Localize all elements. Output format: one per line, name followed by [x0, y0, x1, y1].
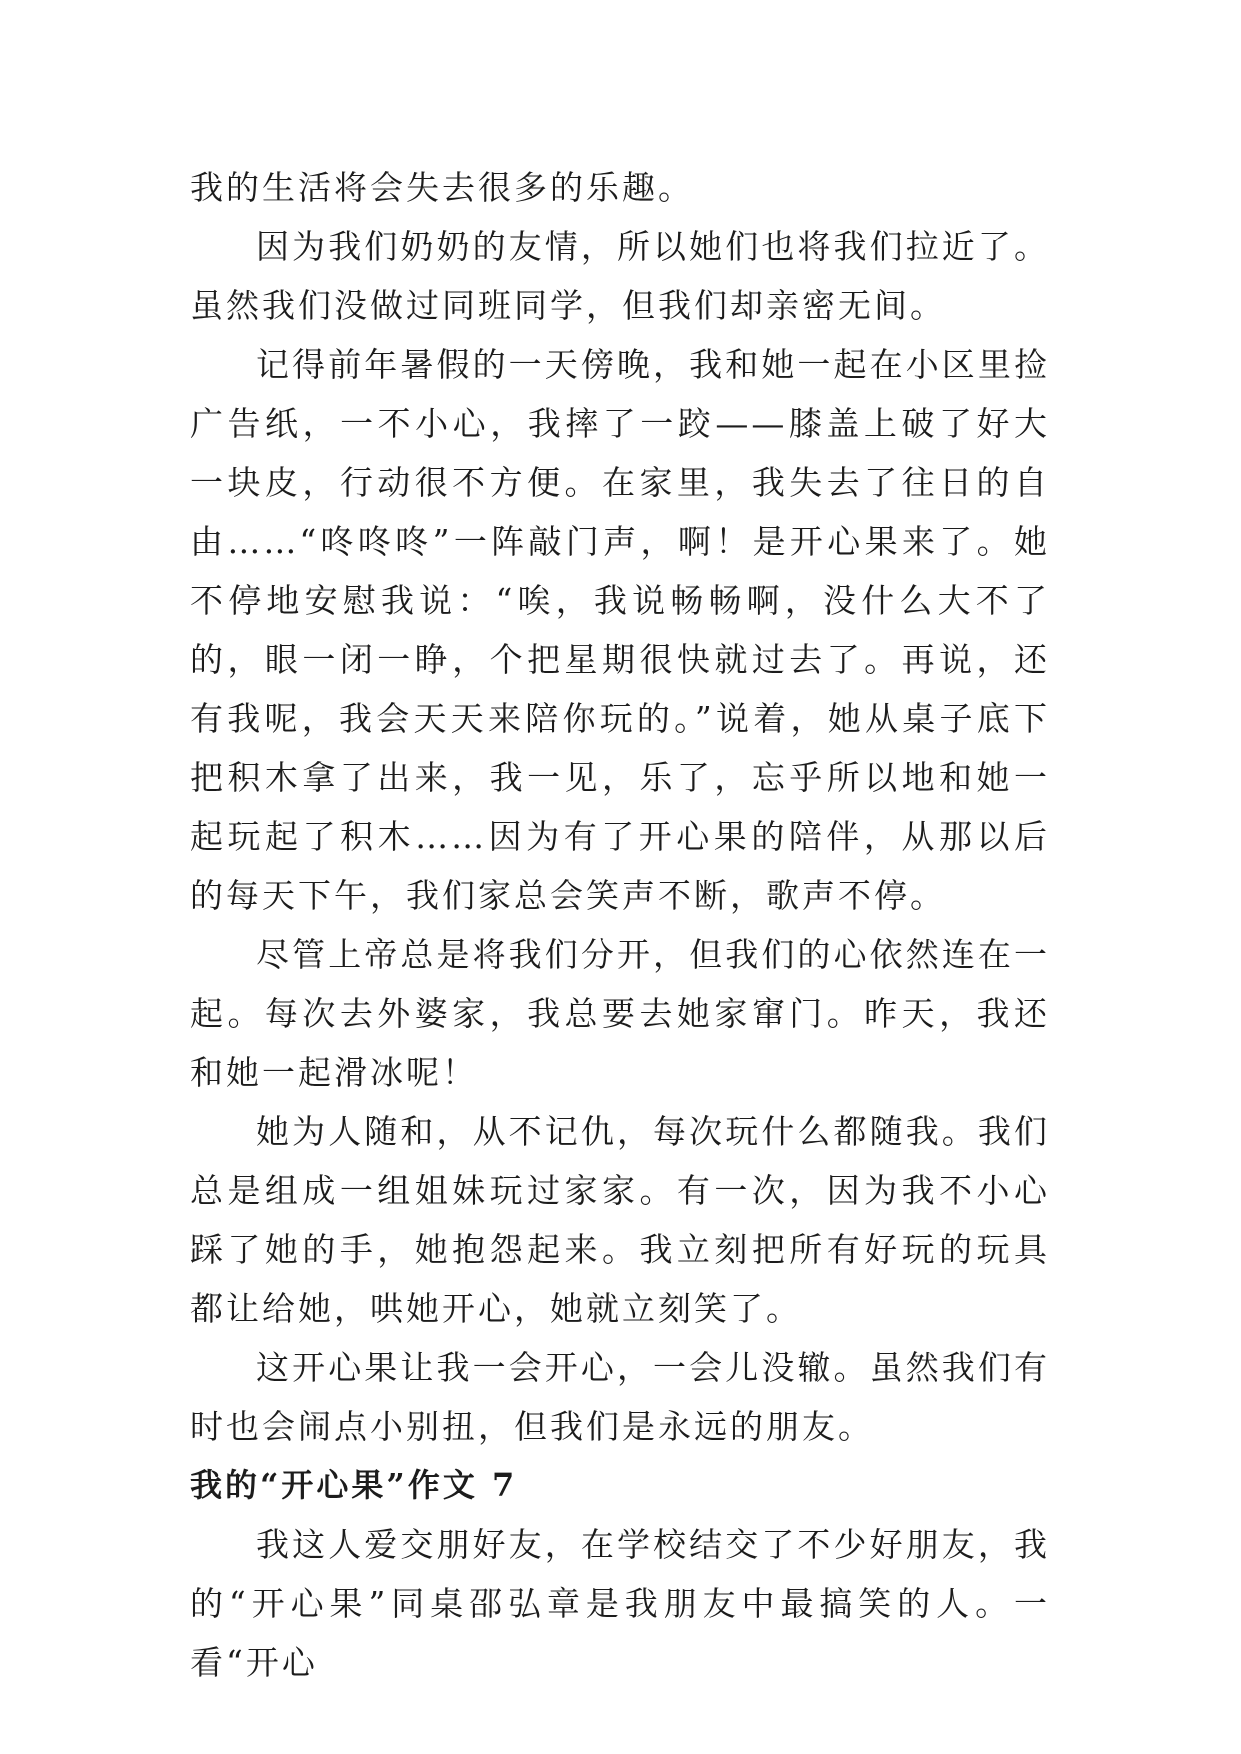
paragraph: 我这人爱交朋好友，在学校结交了不少好朋友，我的“开心果”同桌邵弘章是我朋友中最搞笑的人。一看“开心 [190, 1525, 1050, 1682]
paragraph: 因为我们奶奶的友情，所以她们也将我们拉近了。虽然我们没做过同班同学，但我们却亲密无间。 [190, 227, 1050, 325]
paragraph: 尽管上帝总是将我们分开，但我们的心依然连在一起。每次去外婆家，我总要去她家窜门。昨天，我还和她一起滑冰呢！ [190, 935, 1050, 1092]
section-heading: 我的“开心果”作文 7 [190, 1466, 518, 1504]
paragraph: 我的生活将会失去很多的乐趣。 [190, 168, 694, 207]
paragraph: 她为人随和，从不记仇，每次玩什么都随我。我们总是组成一组姐妹玩过家家。有一次，因为我不小心踩了她的手，她抱怨起来。我立刻把所有好玩的玩具都让给她，哄她开心，她就立刻笑了。 [190, 1112, 1050, 1328]
paragraph: 记得前年暑假的一天傍晚，我和她一起在小区里捡广告纸，一不小心，我摔了一跤——膝盖上破了好大一块皮，行动很不方便。在家里，我失去了往日的自由……“咚咚咚”一阵敲门声，啊！是开心果来了。她不停地安慰我说：“唉，我说畅畅啊，没什么大不了的，眼一闭一睁，个把星期很快就过去了。再说，还有我呢，我会天天来陪你玩的。”说着，她从桌子底下把积木拿了出来，我一见，乐了，忘乎所以地和她一起玩起了积木……因为有了开心果的陪伴，从那以后的每天下午，我们家总会笑声不断，歌声不停。 [190, 345, 1050, 915]
document-body [190, 158, 1050, 1692]
paragraph: 这开心果让我一会开心，一会儿没辙。虽然我们有时也会闹点小别扭，但我们是永远的朋友。 [190, 1348, 1050, 1446]
